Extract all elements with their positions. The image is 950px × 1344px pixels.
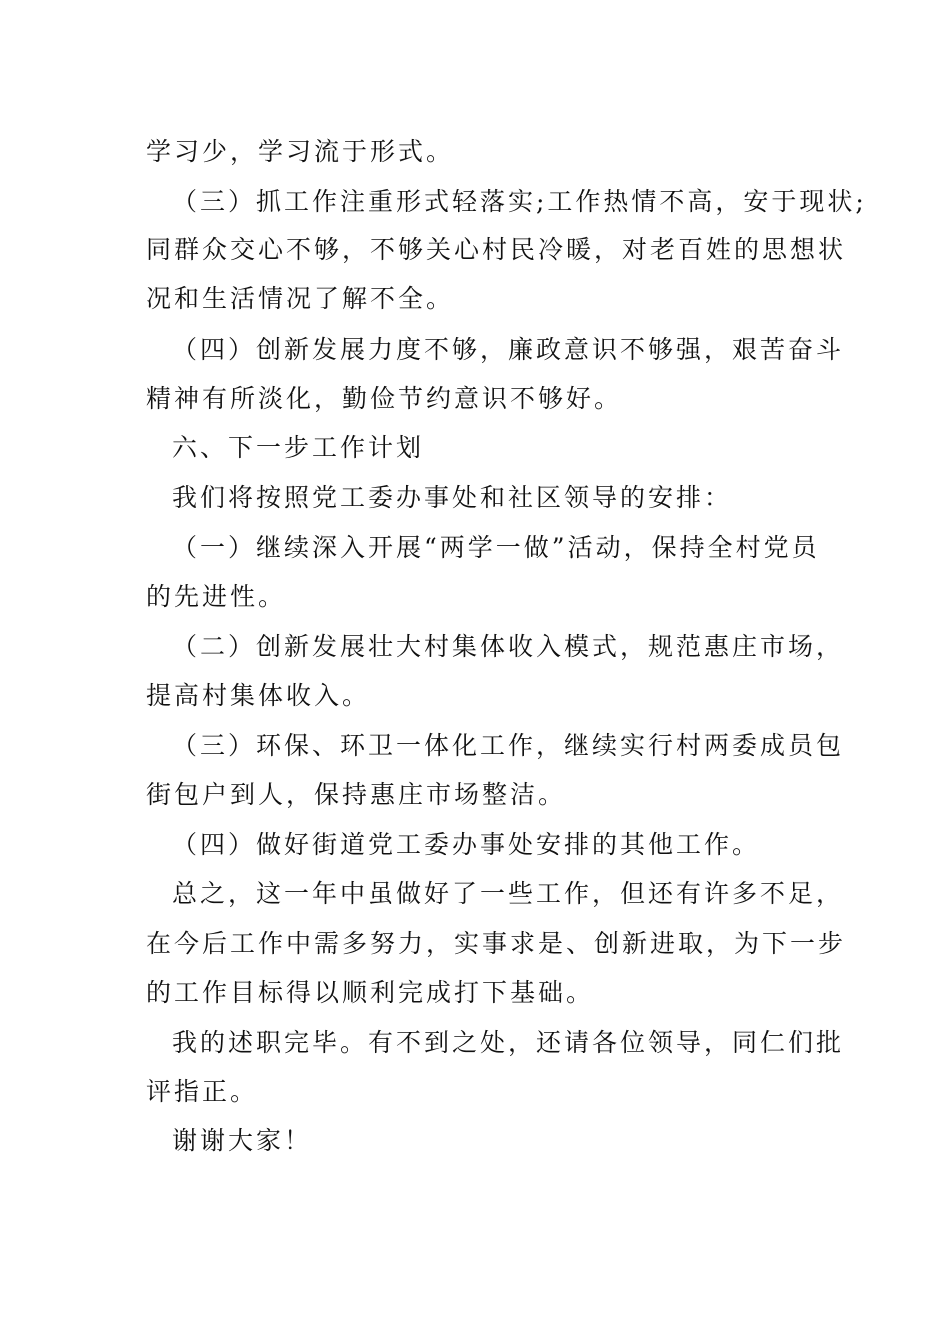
text-line: 提高村集体收入。 xyxy=(146,681,371,710)
text-line: （三）环保、环卫一体化工作，继续实行村两委成员包 xyxy=(172,731,845,760)
text-line: （四）做好街道党工委办事处安排的其他工作。 xyxy=(172,830,761,859)
text-line: 我的述职完毕。有不到之处，还请各位领导，同仁们批 xyxy=(172,1028,845,1057)
text-line: （二）创新发展壮大村集体收入模式，规范惠庄市场， xyxy=(172,632,845,661)
text-line: （四）创新发展力度不够，廉政意识不够强，艰苦奋斗 xyxy=(172,335,845,364)
text-line: （三）抓工作注重形式轻落实;工作热情不高，安于现状; xyxy=(172,187,867,216)
text-line: 的先进性。 xyxy=(146,582,287,611)
text-line: 的工作目标得以顺利完成打下基础。 xyxy=(146,978,595,1007)
closing-line: 谢谢大家！ xyxy=(172,1126,313,1155)
text-line: 况和生活情况了解不全。 xyxy=(146,284,455,313)
text-line: 街包户到人，保持惠庄市场整洁。 xyxy=(146,780,567,809)
text-line: 学习少，学习流于形式。 xyxy=(146,137,455,166)
text-line: 我们将按照党工委办事处和社区领导的安排： xyxy=(172,483,733,512)
text-line: 精神有所淡化，勤俭节约意识不够好。 xyxy=(146,384,623,413)
text-line: （一）继续深入开展“两学一做”活动，保持全村党员 xyxy=(172,533,820,562)
section-heading: 六、下一步工作计划 xyxy=(172,433,425,462)
text-line: 评指正。 xyxy=(146,1077,259,1106)
text-line: 在今后工作中需多努力，实事求是、创新进取，为下一步 xyxy=(146,929,847,958)
text-line: 同群众交心不够，不够关心村民冷暖，对老百姓的思想状 xyxy=(146,235,847,264)
text-line: 总之，这一年中虽做好了一些工作，但还有许多不足， xyxy=(172,879,845,908)
